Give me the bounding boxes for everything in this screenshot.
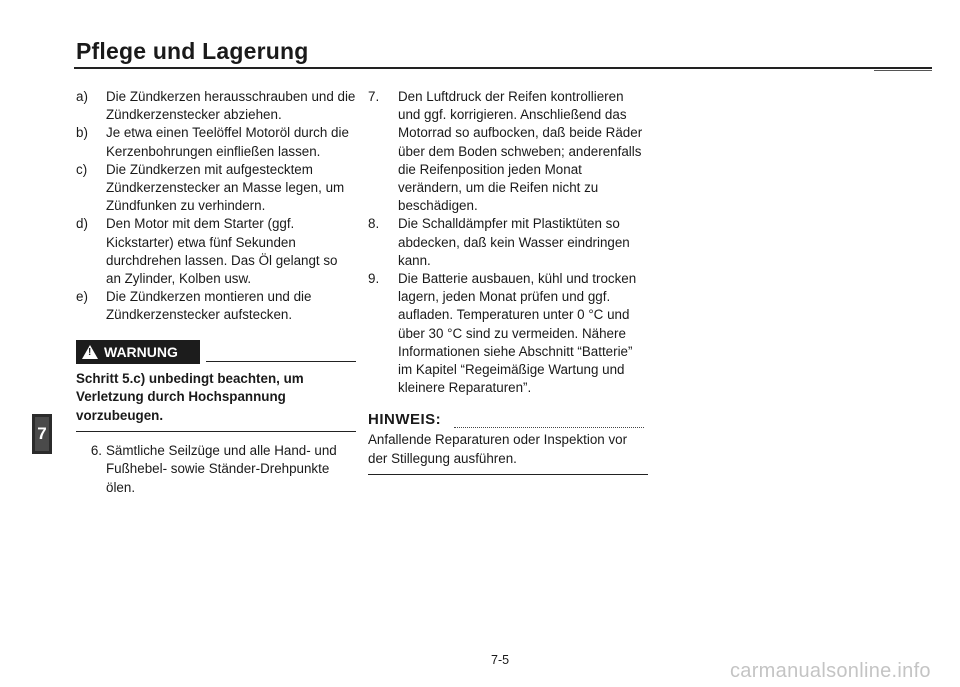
watermark: carmanualsonline.info <box>730 660 931 682</box>
item-text: Den Luftdruck der Reifen kontrollieren und ggf. korrigieren. Anschließend das Motorrad so aufbocken, daß beide Räder über dem Boden schweben; anderenfalls die Reifenposition jeden Monat verändern, um die Reifen nicht zu beschädigen. <box>398 89 643 214</box>
item-text: Die Zündkerzen herausschrauben und die Zündkerzenstecker abziehen. <box>106 89 356 123</box>
warning-end-rule <box>76 431 356 432</box>
title-underline <box>74 67 932 69</box>
item-text: Je etwa einen Teelöffel Motoröl durch die Kerzenbohrungen einfließen lassen. <box>106 125 349 159</box>
list-item <box>368 215 648 270</box>
list-item <box>76 442 356 497</box>
item-marker: b) <box>76 125 88 141</box>
warning-text: Schritt 5.c) unbedingt beachten, um Verletzung durch Hochspannung vorzubeugen. <box>76 370 304 423</box>
note-end-rule <box>368 474 648 475</box>
note-label: HINWEIS: <box>368 411 442 429</box>
warning-icon: ! <box>82 345 98 359</box>
chapter-number: 7 <box>37 424 47 443</box>
warning-label: WARNUNG <box>104 343 178 360</box>
item-text: Sämtliche Seilzüge und alle Hand- und Fußhebel- sowie Ständer-Drehpunkte ölen. <box>106 443 337 495</box>
right-column <box>368 88 648 475</box>
item-marker: e) <box>76 289 88 305</box>
warning-rule <box>206 361 356 362</box>
item-marker: 9. <box>368 271 380 287</box>
warning-header <box>76 340 356 368</box>
note-rule <box>454 427 644 428</box>
page-title: Pflege und Lagerung <box>76 38 309 64</box>
note-header <box>368 411 648 431</box>
list-item <box>76 215 356 288</box>
title-underline-accent <box>874 70 932 71</box>
list-item <box>368 270 648 397</box>
item-text: Die Zündkerzen mit aufgestecktem Zündkerzenstecker an Masse legen, um Zündfunken zu verhindern. <box>106 161 345 214</box>
list-item <box>76 124 356 160</box>
list-item <box>76 288 356 324</box>
item-text: Die Schalldämpfer mit Plastiktüten so abdecken, daß kein Wasser eindringen kann. <box>398 216 630 268</box>
item-text: Die Batterie ausbauen, kühl und trocken lagern, jeden Monat prüfen und ggf. aufladen. Temperaturen unter 0 °C und über 30 °C sind zu vermeiden. Nähere Informationen siehe Abschnitt “Batterie” im Kapitel “Regeimäßige Wartung und kleinere Reparaturen”. <box>398 271 637 396</box>
left-column <box>76 88 356 497</box>
page-number: 7-5 <box>491 653 510 667</box>
item-text: Den Motor mit dem Starter (ggf. Kickstarter) etwa fünf Sekunden durchdrehen lassen. Das Öl gelangt so an Zylinder, Kolben usw. <box>106 216 338 287</box>
item-marker: c) <box>76 161 88 177</box>
item-marker: 7. <box>368 89 380 104</box>
list-item <box>76 88 356 124</box>
item-marker: d) <box>76 216 88 232</box>
item-marker: a) <box>76 89 88 104</box>
chapter-tab <box>32 414 52 454</box>
item-marker: 6. <box>90 443 102 459</box>
note-text: Anfallende Reparaturen oder Inspektion vor der Stillegung ausführen. <box>368 432 628 466</box>
list-item <box>368 88 648 215</box>
item-text: Die Zündkerzen montieren und die Zündkerzenstecker aufstecken. <box>106 289 312 323</box>
item-marker: 8. <box>368 216 380 232</box>
warning-badge <box>76 340 200 364</box>
list-item <box>76 161 356 216</box>
